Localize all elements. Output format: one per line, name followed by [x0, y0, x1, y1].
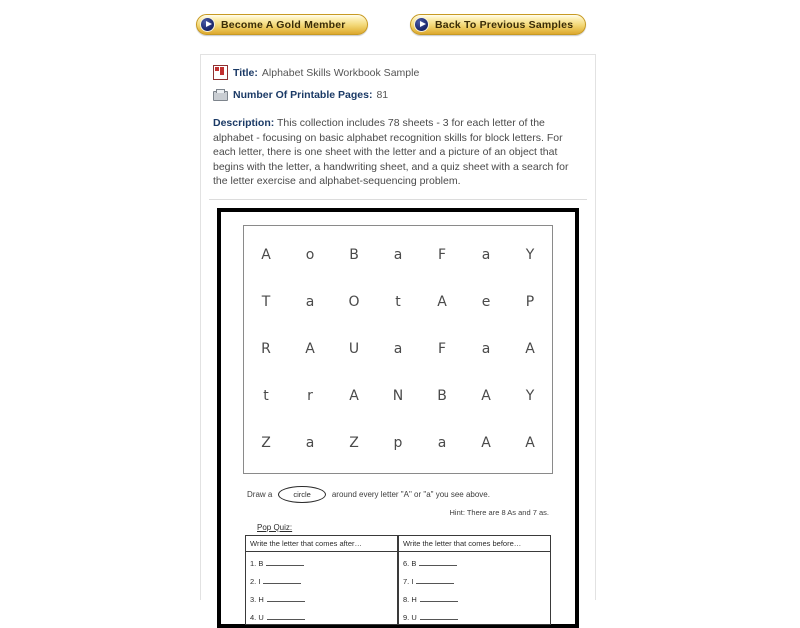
quiz-item-label: 4. U — [250, 612, 264, 622]
grid-cell: a — [305, 294, 315, 310]
become-a-gold-member-label: Become A Gold Member — [221, 18, 346, 31]
grid-cell: T — [261, 294, 271, 310]
answer-blank[interactable] — [267, 612, 305, 620]
grid-row — [244, 232, 552, 279]
quiz-item — [246, 570, 397, 588]
grid-cell: o — [305, 247, 315, 263]
grid-cell: B — [349, 247, 359, 263]
top-button-bar — [0, 0, 800, 50]
answer-blank[interactable] — [420, 594, 458, 602]
grid-row — [244, 373, 552, 420]
grid-cell: O — [348, 294, 360, 310]
pop-quiz-heading-wrap — [233, 517, 563, 535]
instruction-text-after: around every letter "A" or "a" you see above. — [331, 489, 490, 499]
grid-cell: Z — [349, 435, 359, 451]
quiz-item — [399, 570, 550, 588]
worksheet-preview — [217, 208, 579, 628]
answer-blank[interactable] — [420, 612, 458, 620]
title-label: Title: — [233, 66, 258, 79]
grid-cell: A — [261, 247, 271, 263]
grid-cell: a — [393, 341, 403, 357]
back-to-previous-samples-button[interactable] — [410, 14, 586, 35]
document-icon — [213, 65, 228, 80]
quiz-item-label: 7. I — [403, 576, 414, 586]
title-value: Alphabet Skills Workbook Sample — [261, 66, 420, 79]
grid-cell: t — [263, 388, 269, 404]
letter-search-grid — [243, 225, 553, 474]
description-label: Description: — [213, 117, 275, 129]
grid-cell: A — [481, 388, 491, 404]
quiz-item-label: 8. H — [403, 594, 417, 604]
answer-blank[interactable] — [416, 576, 454, 584]
pages-row — [213, 89, 583, 101]
grid-cell: Y — [525, 388, 535, 404]
title-row — [213, 65, 583, 80]
play-circle-icon — [200, 17, 215, 32]
grid-cell: A — [437, 294, 447, 310]
quiz-item — [246, 606, 397, 624]
pages-label: Number Of Printable Pages: — [233, 89, 373, 101]
grid-cell: Z — [261, 435, 271, 451]
quiz-item — [399, 552, 550, 570]
quiz-column-after — [246, 536, 397, 624]
play-circle-icon — [414, 17, 429, 32]
sample-detail-panel — [200, 54, 596, 622]
grid-cell: a — [305, 435, 315, 451]
worksheet-instruction — [247, 486, 553, 503]
grid-cell: A — [525, 435, 535, 451]
grid-cell: Y — [525, 247, 535, 263]
circle-shape-word: circle — [278, 486, 326, 503]
grid-cell: a — [393, 247, 403, 263]
quiz-column-header: Write the letter that comes after… — [246, 536, 397, 552]
grid-cell: a — [481, 341, 491, 357]
quiz-item-label: 1. B — [250, 558, 264, 568]
answer-blank[interactable] — [263, 576, 301, 584]
grid-cell: A — [305, 341, 315, 357]
quiz-item — [399, 606, 550, 624]
become-a-gold-member-button[interactable] — [196, 14, 368, 35]
answer-blank[interactable] — [267, 594, 305, 602]
grid-cell: U — [348, 341, 360, 357]
grid-cell: A — [481, 435, 491, 451]
quiz-item — [399, 588, 550, 606]
grid-cell: t — [395, 294, 401, 310]
worksheet-hint: Hint: There are 8 As and 7 as. — [449, 507, 549, 517]
quiz-item-label: 2. I — [250, 576, 261, 586]
grid-row — [244, 279, 552, 326]
description-block — [201, 114, 595, 199]
grid-cell: A — [525, 341, 535, 357]
quiz-column-before — [397, 536, 550, 624]
instruction-text-before: Draw a — [247, 489, 273, 499]
grid-cell: A — [349, 388, 359, 404]
grid-row — [244, 326, 552, 373]
quiz-item — [246, 552, 397, 570]
grid-cell: p — [393, 435, 403, 451]
grid-cell: r — [307, 388, 313, 404]
pop-quiz-heading: Pop Quiz: — [257, 522, 293, 532]
grid-cell: a — [481, 247, 491, 263]
answer-blank[interactable] — [266, 558, 304, 566]
printer-icon — [213, 91, 228, 101]
grid-cell: F — [437, 247, 447, 263]
grid-cell: P — [525, 294, 535, 310]
grid-cell: F — [437, 341, 447, 357]
pop-quiz-table — [245, 535, 551, 625]
grid-cell: N — [392, 388, 404, 404]
grid-cell: a — [437, 435, 447, 451]
quiz-item — [246, 588, 397, 606]
pages-value: 81 — [376, 89, 389, 101]
section-divider — [209, 199, 587, 200]
quiz-item-label: 3. H — [250, 594, 264, 604]
grid-cell: e — [481, 294, 491, 310]
quiz-column-header: Write the letter that comes before… — [399, 536, 550, 552]
grid-cell: R — [261, 341, 271, 357]
metadata-section — [201, 55, 595, 114]
grid-cell: B — [437, 388, 447, 404]
answer-blank[interactable] — [419, 558, 457, 566]
description-text: This collection includes 78 sheets - 3 for each letter of the alphabet - focusing on basic alphabet recognition skills for block letters. For each letter, there is one sheet with the letter and a picture of an object that begins with the letter, a handwriting sheet, and a quiz sheet with a search for the letter exercise and alphabet-sequencing problem. — [213, 117, 569, 187]
quiz-item-label: 9. U — [403, 612, 417, 622]
quiz-item-label: 6. B — [403, 558, 417, 568]
grid-row — [244, 420, 552, 467]
back-to-previous-samples-label: Back To Previous Samples — [435, 18, 574, 31]
